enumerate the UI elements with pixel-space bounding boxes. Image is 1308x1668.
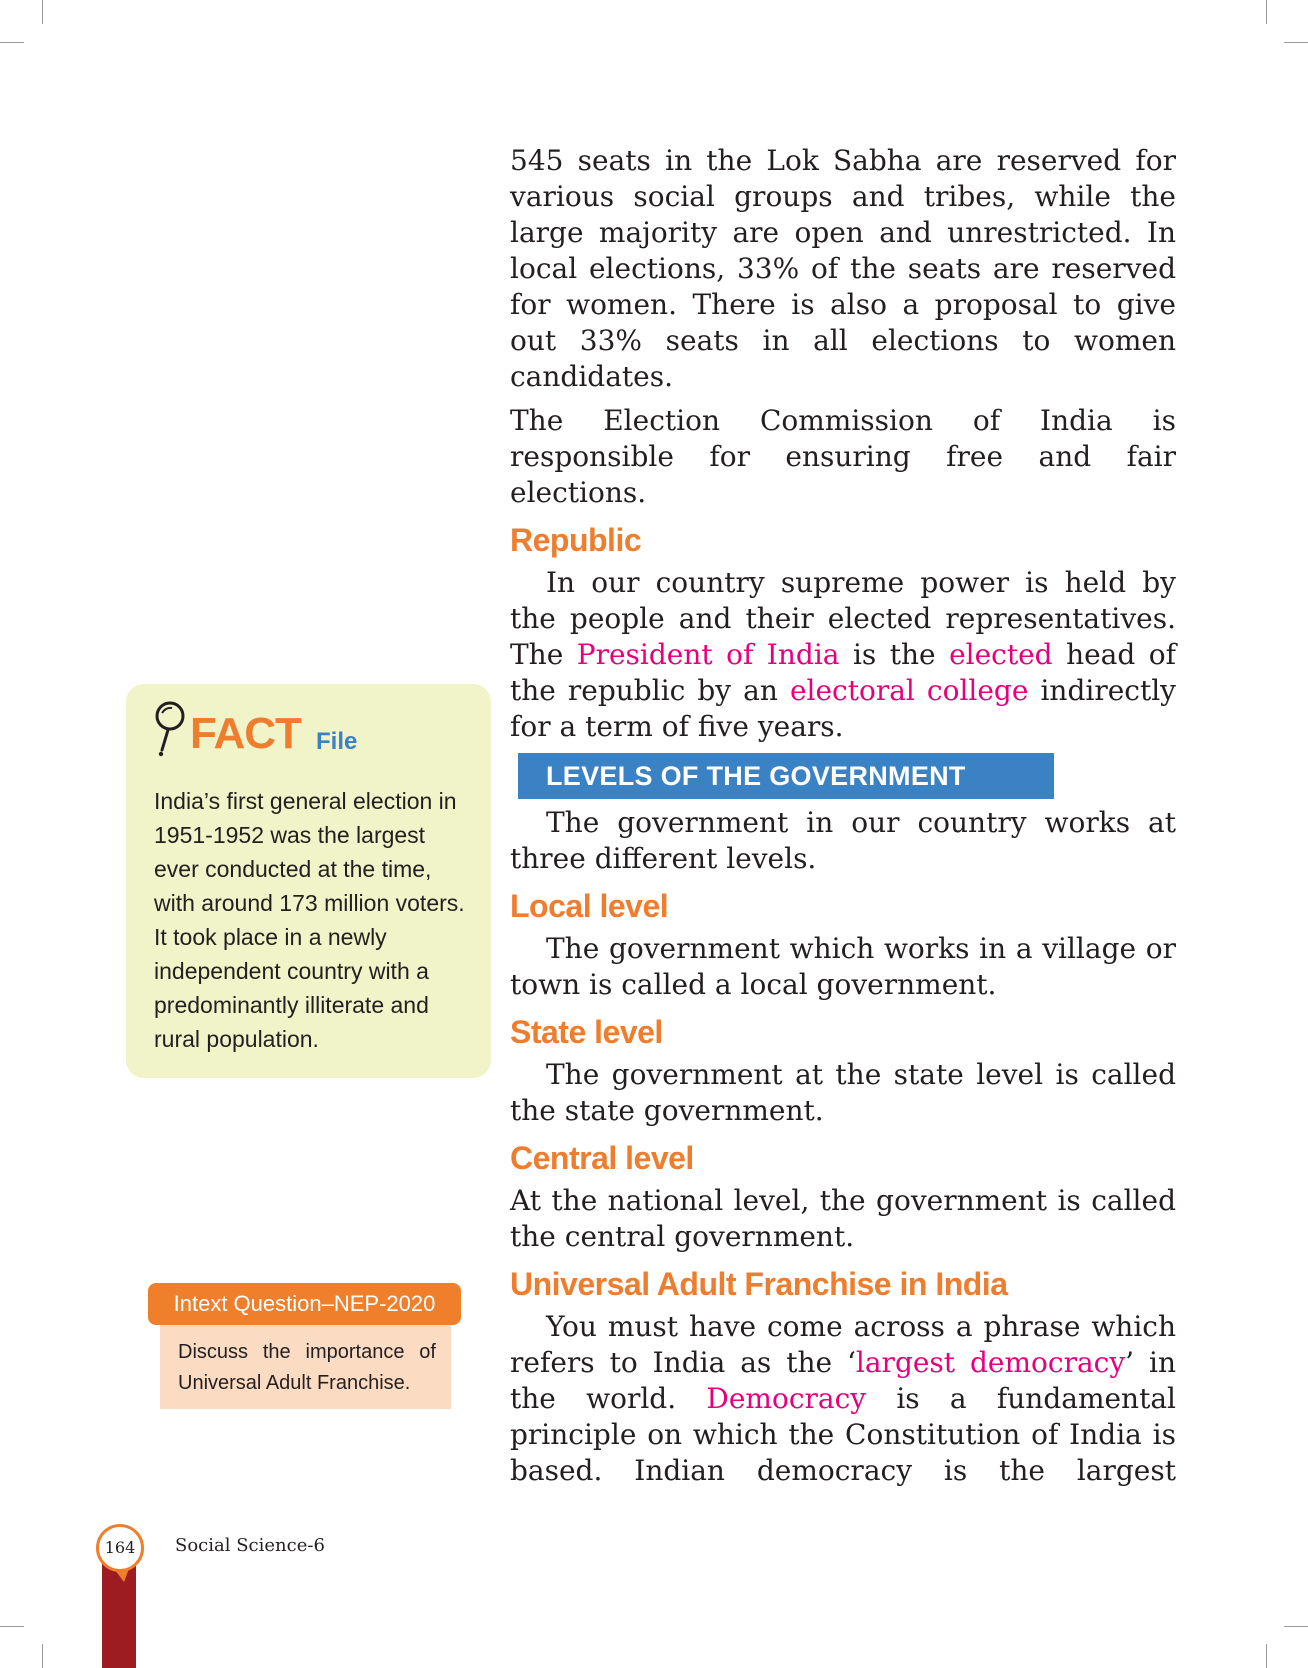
paragraph-central-level: At the national level, the government is called the central government. bbox=[510, 1184, 1176, 1253]
text-span: is the bbox=[839, 638, 950, 671]
paragraph-republic bbox=[510, 565, 1176, 745]
crop-mark bbox=[42, 0, 43, 24]
fact-file-subtitle: File bbox=[316, 728, 358, 755]
crop-mark bbox=[1266, 1644, 1267, 1668]
paragraph-universal-adult-franchise bbox=[510, 1309, 1176, 1489]
heading-universal-adult-franchise: Universal Adult Franchise in India bbox=[510, 1266, 1008, 1302]
magnifier-icon bbox=[152, 700, 188, 758]
text-span: You must have come across a phrase which refers to India as the ‘ bbox=[510, 1310, 1176, 1379]
paragraph-election-commission: The Election Commission of India is responsible for ensuring free and fair elections. bbox=[510, 404, 1176, 509]
intext-question-label: Intext Question–NEP-2020 bbox=[148, 1283, 461, 1325]
crop-mark bbox=[1266, 0, 1267, 24]
heading-local-level: Local level bbox=[510, 888, 669, 924]
highlight-largest-democracy: largest democracy bbox=[855, 1346, 1126, 1379]
intext-question-text: Discuss the importance of Universal Adult Franchise. bbox=[178, 1341, 436, 1394]
fact-file-box bbox=[126, 684, 491, 1078]
fact-file-body: India’s first general election in 1951-1952 was the largest ever conducted at the time, with around 173 million voters. It took place in a newly independent country with a predominantly illiterate and rural population. bbox=[154, 788, 465, 1052]
text-span: In our country supreme power is held by the people and their elected representatives. The bbox=[510, 566, 1176, 671]
main-column bbox=[510, 143, 1176, 1497]
paragraph-state-level: The government at the state level is called the state government. bbox=[510, 1058, 1176, 1127]
paragraph-reserved-seats: 545 seats in the Lok Sabha are reserved for various social groups and tribes, while the large majority are open and unrestricted. In local elections, 33% of the seats are reserved for women. There is also a proposal to give out 33% seats in all elections to women candidates. bbox=[510, 144, 1176, 393]
highlight-elected: elected bbox=[949, 638, 1053, 671]
highlight-electoral-college: electoral college bbox=[789, 674, 1029, 707]
page-number: 164 bbox=[96, 1524, 144, 1572]
crop-mark bbox=[42, 1644, 43, 1668]
text-span: indirectly for a term of five years. bbox=[510, 674, 1176, 743]
book-title: Social Science-6 bbox=[175, 1535, 325, 1556]
highlight-president: President of India bbox=[576, 638, 840, 671]
text-span: is a fundamental principle on which the Constitution of India is based. Indian democracy is the largest bbox=[510, 1382, 1176, 1487]
paragraph-local-level: The government which works in a village or town is called a local government. bbox=[510, 932, 1176, 1001]
banner-levels-of-government: LEVELS OF THE GOVERNMENT bbox=[518, 753, 1054, 799]
heading-republic: Republic bbox=[510, 522, 642, 558]
crop-mark bbox=[0, 42, 24, 43]
paragraph-levels-intro: The government in our country works at three different levels. bbox=[510, 806, 1176, 875]
crop-mark bbox=[1284, 1626, 1308, 1627]
heading-state-level: State level bbox=[510, 1014, 663, 1050]
text-span: head of the republic by an bbox=[510, 638, 1176, 707]
crop-mark bbox=[1284, 42, 1308, 43]
heading-central-level: Central level bbox=[510, 1140, 694, 1176]
highlight-democracy: Democracy bbox=[706, 1382, 867, 1415]
fact-file-title: FACT bbox=[190, 709, 301, 758]
text-span: ’ in the world. bbox=[510, 1346, 1176, 1415]
crop-mark bbox=[0, 1626, 24, 1627]
intext-question-box bbox=[160, 1325, 451, 1409]
